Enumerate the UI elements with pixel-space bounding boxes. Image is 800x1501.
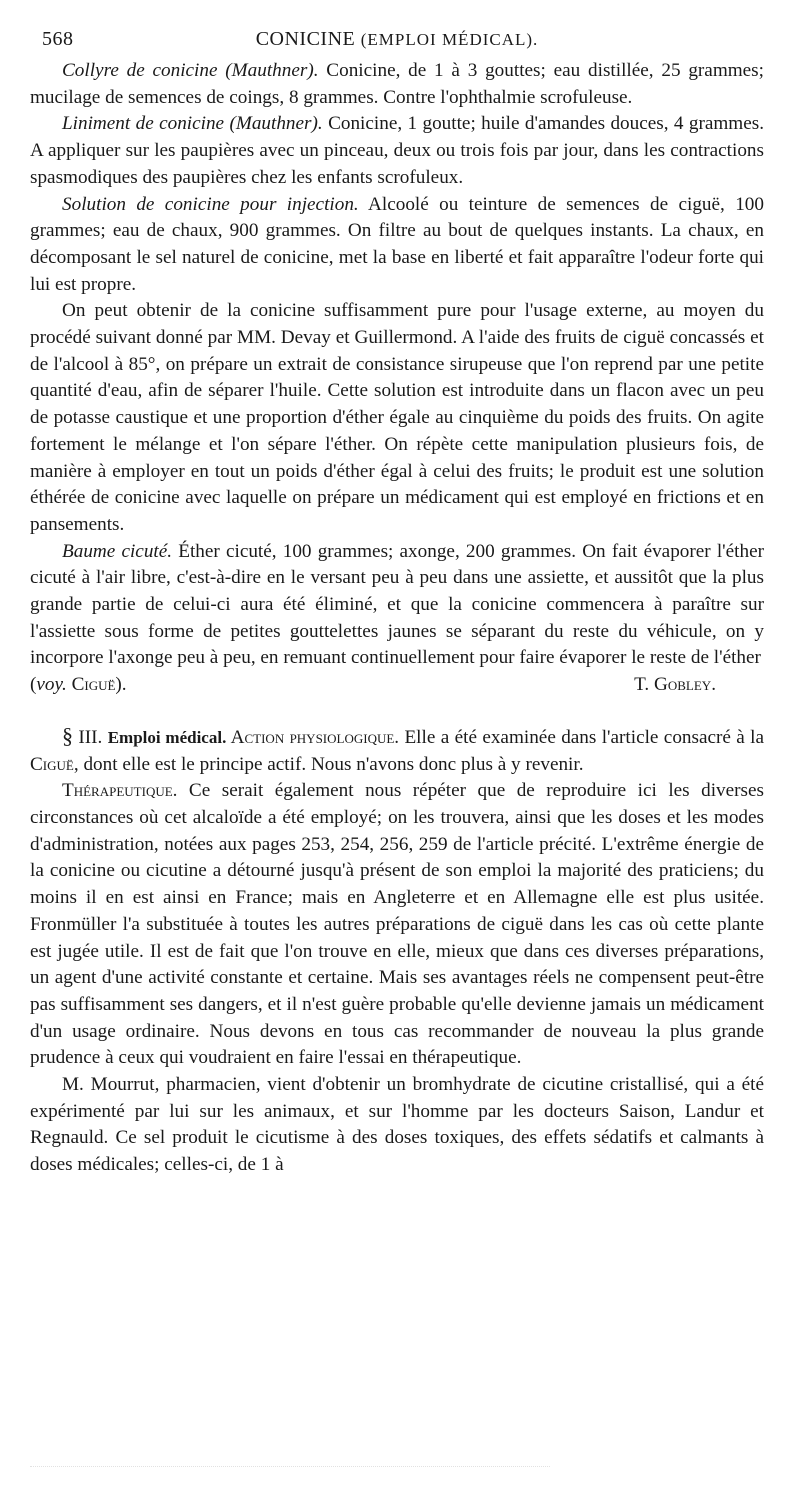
paragraph-extraction: On peut obtenir de la conicine suffisamment pure pour l'usage externe, au moyen du procédé suivant donné par MM. Devay et Guillermond. A l'aide des fruits de ciguë concassés et de l'alcool à 85°, on prépare un extrait de consistance sirupeuse que l'on reprend par une petite quantité d'eau, afin de séparer l'huile. Cette solution est introduite dans un flacon avec un peu de potasse caustique et une proportion d'éther égale au cinquième du poids des fruits. On agite fortement le mélange et l'on sépare l'éther. On répète cette manipulation plusieurs fois, de manière à employer en tout un poids d'éther égal à celui des fruits; le produit est une solution éthérée de conicine avec laquelle on prépare un médicament qui est employé en frictions et en pansements. [30,300,764,535]
preparation-text-solution: Alcoolé ou teinture de semences de ciguë, 100 grammes; eau de chaux, 900 grammes. On filtre au bout de quelques instants. La chaux, en décomposant le sel naturel de conicine, met la base en liberté et fait apparaître l'odeur forte qui lui est propre. [30,193,764,295]
paragraph-solution [30,192,764,299]
preparation-text-liniment: Conicine, 1 goutte; huile d'amandes douces, 4 grammes. A appliquer sur les paupières avec un pinceau, deux ou trois fois par jour, dans les contractions spasmodiques des paupières chez les enfants scrofuleux. [30,113,764,188]
reference-cigue-link: Ciguë [66,674,116,696]
section-number: III. [73,726,108,748]
section-3-cigue: Ciguë [30,753,74,775]
page-bottom-specks [30,1466,550,1471]
paragraph-therapeutique [30,778,764,1072]
reference-close-paren: ). [115,674,127,696]
paragraph-mourrut: M. Mourrut, pharmacien, vient d'obtenir un bromhydrate de cicutine cristallisé, qui a été expérimenté par lui sur les animaux, et sur l'homme par les docteurs Saison, Landur et Regnauld. Ce sel produit le cicutisme à des doses toxiques, des effets sédatifs et calmants à doses médicales; celles-ci, de 1 à [30,1074,764,1176]
running-title-sub: (EMPLOI MÉDICAL). [360,30,539,49]
running-title-main: CONICINE [255,28,356,50]
action-physiologique-label: Action physiologique. [226,726,400,748]
preparation-text-baume: Éther cicuté, 100 grammes; axonge, 200 grammes. On fait évaporer l'éther cicuté à l'air libre, c'est-à-dire en le versant peu à peu dans une assiette, et aussitôt que la plus grande partie de celui-ci aura été éliminé, et que la conicine commencera à paraître sur l'assiette sous forme de petites gouttelettes jaunes se séparant du reste du véhicule, on y incorpore l'axonge peu à peu, en remuant continuellement pour faire évaporer le reste de l'éther [30,540,764,669]
preparation-name-baume: Baume cicuté. [62,540,173,562]
paragraph-section-3 [30,723,764,778]
reference-open-paren: ( [30,674,37,696]
preparation-text-collyre: Conicine, de 1 à 3 gouttes; eau distillée, 25 grammes; mucilage de semences de coings, 8 grammes. Contre l'ophthalmie scrofuleuse. [30,60,764,108]
preparation-name-liniment: Liniment de conicine (Mauthner). [62,113,323,135]
section-3-text-before: Elle a été examinée dans l'article consacré à la [399,726,765,748]
section-heading: Emploi médical. [107,727,227,747]
running-head [30,28,764,58]
reference-voy: voy. [36,674,67,696]
section-mark: § [62,722,73,748]
section-3-text-after: , dont elle est le principe actif. Nous n'avons donc plus à y revenir. [73,753,584,775]
section-gap [30,699,764,723]
document-page [30,28,764,1179]
preparation-name-solution: Solution de conicine pour injection. [62,193,359,215]
author-signature: T. Gobley. [634,674,716,696]
therapeutique-text: Ce serait également nous répéter que de reproduire ici les diverses circonstances où cet alcaloïde a été employé; on les trouvera, ainsi que les doses et les modes d'administration, notées aux pages 253, 254, 256, 259 de l'article précité. L'extrême énergie de la conicine ou cicutine a détourné jusqu'à présent de son emploi la majorité des praticiens; du moins il en est ainsi en France; mais en Angleterre et en Allemagne elle est plus usitée. Fronmüller l'a substituée à toutes les autres préparations de ciguë dans les cas où cette plante est jugée utile. Il est de fait que l'on trouve en elle, mieux que dans ces diverses préparations, un agent d'une activité constante et certaine. Mais ses avantages réels ne compensent peut-être pas suffisamment ses dangers, et il n'est guère probable qu'elle devienne jamais un médicament d'un usage ordinaire. Nous devons en tous cas recommander de nouveau la plus grande prudence à ceux qui voudraient en faire l'essai en thérapeutique. [30,780,764,1069]
paragraph-liniment [30,111,764,191]
paragraph-collyre [30,58,764,111]
therapeutique-label: Thérapeutique. [62,780,178,802]
paragraph-baume [30,539,764,673]
running-title [30,28,764,51]
reference-signature-line [30,672,764,699]
page-number: 568 [42,28,74,50]
preparation-name-collyre: Collyre de conicine (Mauthner). [62,60,319,81]
